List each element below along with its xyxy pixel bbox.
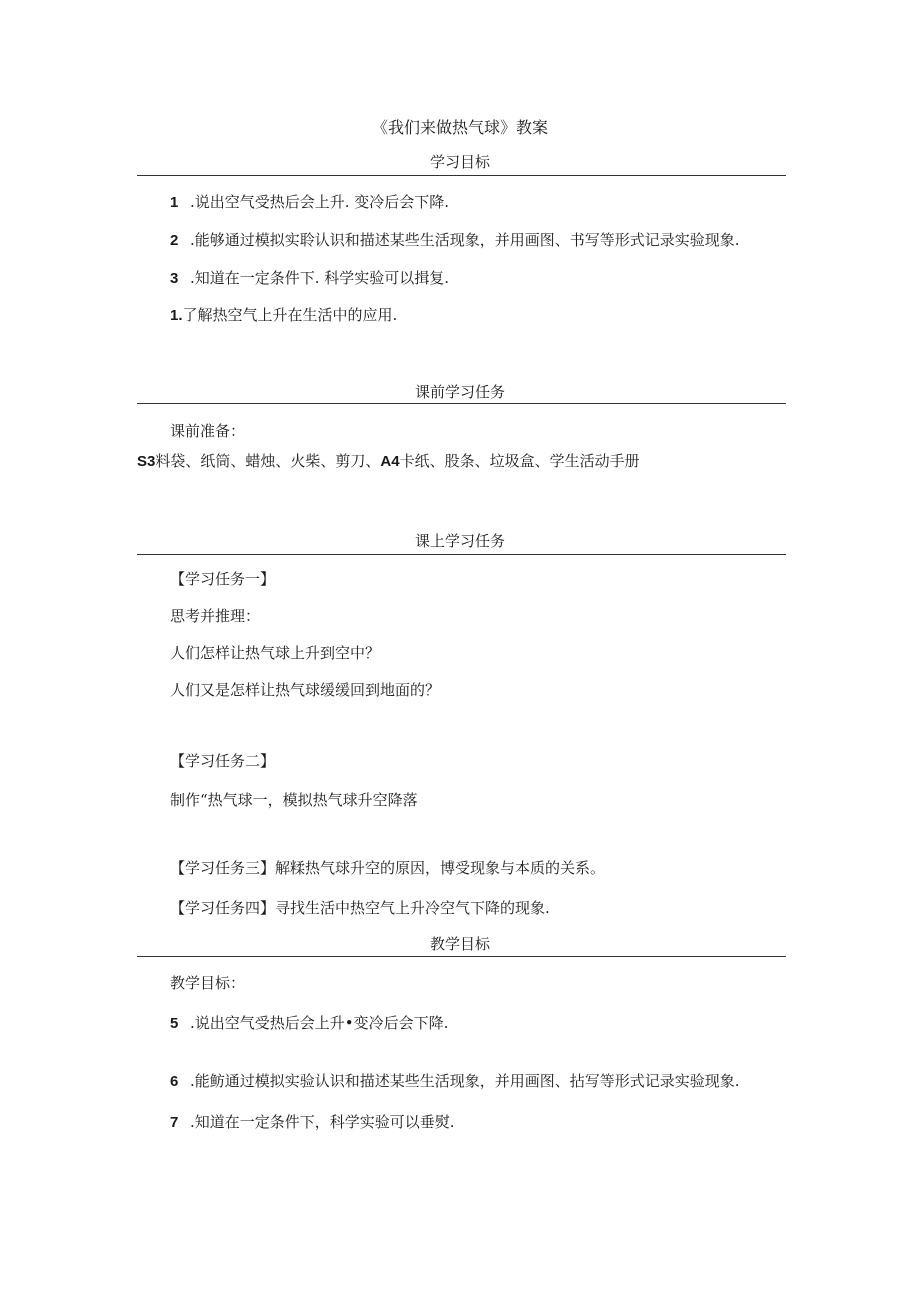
item-number: 7 [170,1114,179,1131]
item-number: 6 [170,1073,179,1090]
materials-mid: 料袋、纸筒、蜡烛、火柴、剪刀、 [155,452,381,470]
prep-label: 课前准备： [170,422,246,440]
learning-goal-item-4 [170,305,397,326]
section-divider [137,554,786,555]
task1-question-2: 人们又是怎样让热气球缓缓回到地面的？ [170,681,441,699]
task2-text: 制作“热气球一，模拟热气球升空降落 [170,791,418,809]
item-text: .说出空气受热后会上升. 变冷后会下降. [190,193,450,211]
task4-text: 【学习任务四】寻找生活中热空气上升冷空气下降的现象. [170,899,550,917]
item-number: 3 [170,270,179,287]
item-number: 1. [170,307,183,324]
materials-rest: 卡纸、股条、垃圾盒、学生活动手册 [399,452,640,470]
section-heading-pre-class: 课前学习任务 [414,383,505,401]
task1-question-1: 人们怎样让热气球上升到空中？ [170,644,381,662]
item-text: .说出空气受热后会上升•变冷后会下降. [190,1014,449,1032]
section-divider [137,403,786,404]
materials-list [137,451,640,472]
section-divider [137,175,786,176]
item-text: .能鲂通过模拟实验认识和描述某些生活现象，并用画图、拈写等形式记录实验现象. [190,1072,740,1090]
task2-label: 【学习任务二】 [170,752,276,770]
teaching-goal-item-6 [170,1071,740,1092]
section-divider [137,956,786,957]
task1-intro: 思考并推理： [170,607,261,625]
item-number: 5 [170,1015,179,1032]
teaching-goal-item-5 [170,1013,448,1034]
learning-goal-item-3 [170,268,449,289]
item-text: 了解热空气上升在生活中的应用. [182,306,398,324]
task1-label: 【学习任务一】 [170,570,276,588]
item-number: 2 [170,232,179,249]
materials-prefix: S3 [137,453,156,470]
section-heading-teaching-goals: 教学目标 [429,935,490,953]
item-text: .知道在一定条件下. 科学实验可以揖复. [190,269,450,287]
document-title: 《我们来做热气球》教案 [371,118,548,137]
item-text: .知道在一定条件下，科学实验可以垂熨. [190,1113,455,1131]
materials-a4: A4 [380,453,400,470]
teaching-goal-item-7 [170,1112,455,1133]
section-heading-learning-goals: 学习目标 [429,153,490,171]
teaching-goals-label: 教学目标： [170,974,246,992]
section-heading-in-class: 课上学习任务 [414,532,505,550]
item-text: .能够通过模拟实聆认识和描述某些生活现象，并用画图、书写等形式记录实验现象. [190,231,740,249]
item-number: 1 [170,194,179,211]
learning-goal-item-1 [170,192,449,213]
task3-text: 【学习任务三】解糅热气球升空的原因，博受现象与本质的关系。 [170,859,606,877]
learning-goal-item-2 [170,230,740,251]
